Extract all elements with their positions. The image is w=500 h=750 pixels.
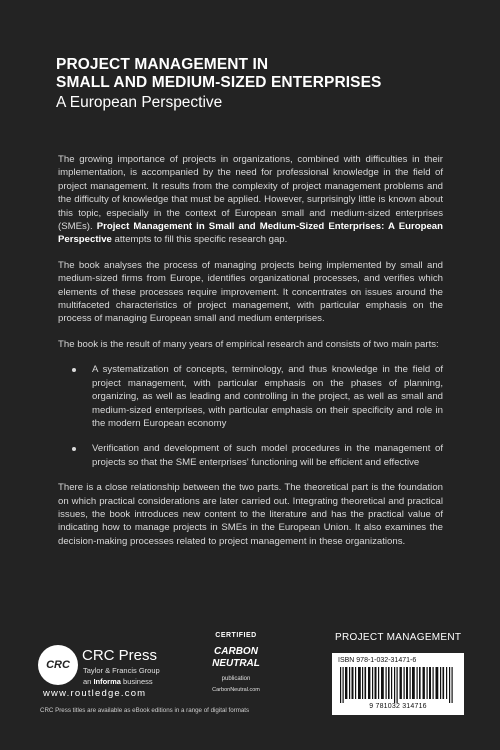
bullet-item bbox=[58, 442, 443, 469]
bullet-item bbox=[58, 363, 443, 430]
bullet-text: A systematization of concepts, terminology, and thus knowledge in the field of project management, with particular emphasis on the phases of planning, organizing, as well as leading and controlling in the project, as well as small and medium-sized enterprises, with particular emphasis on their specificity and role in the modern European economy bbox=[92, 364, 443, 429]
bullet-text: Verification and development of such model procedures in the management of projects so that the SME enterprises’ functioning will be efficient and effective bbox=[92, 443, 443, 468]
bullet-list bbox=[58, 363, 443, 469]
cn-line2: NEUTRAL bbox=[212, 658, 260, 669]
category-label: PROJECT MANAGEMENT bbox=[335, 632, 462, 643]
paragraph-3: The book is the result of many years of empirical research and consists of two main parts: bbox=[58, 338, 439, 350]
isbn-barcode bbox=[332, 653, 464, 715]
title-block bbox=[56, 56, 476, 113]
paragraph-4: There is a close relationship between the two parts. The theoretical part is the foundation on which practical considerations are later carried out. Integrating theoretical and practical issues, the book introduces new content to the literature and has the practical value of indicating how to manage projects in SMEs in the European Union. It also examines the decision-making processes related to project management in these organizations. bbox=[58, 482, 443, 547]
publisher-business bbox=[83, 677, 153, 686]
book-description bbox=[58, 153, 443, 560]
title-line-2: SMALL AND MEDIUM-SIZED ENTERPRISES bbox=[56, 74, 382, 91]
publisher-website: www.routledge.com bbox=[43, 688, 147, 699]
barcode-icon bbox=[338, 667, 458, 703]
business-suffix: business bbox=[120, 677, 153, 686]
cn-url: CarbonNeutral.com bbox=[212, 687, 260, 693]
cn-certified: CERTIFIED bbox=[215, 632, 257, 639]
bullet-dot-icon bbox=[72, 447, 76, 451]
publisher-name: CRC Press bbox=[82, 647, 158, 664]
subtitle: A European Perspective bbox=[56, 94, 223, 111]
isbn-number: ISBN 978-1-032-31471-6 bbox=[338, 657, 417, 664]
crc-logo-text: CRC bbox=[46, 659, 70, 671]
paragraph-2: The book analyses the process of managing projects being implemented by small and medium-sized firms from Europe, identifies organizational processes, and verifies which elements of these processes require improvement. It concentrates on issues around the multifaceted characteristics of project management, with particular emphasis on the process of managing European small and medium enterprises. bbox=[58, 259, 443, 325]
ebook-note: CRC Press titles are available as eBook editions in a range of digital formats bbox=[40, 707, 250, 714]
bullet-dot-icon bbox=[72, 368, 76, 372]
business-informa: Informa bbox=[93, 677, 121, 686]
paragraph-1-title-bold: Project Management in Small and Medium-Sized Enterprises: A European Perspective bbox=[58, 221, 443, 246]
cn-line1: CARBON bbox=[214, 646, 258, 657]
paragraph-1-text: The growing importance of projects in organizations, combined with difficulties in their implementation, is accompanied by the need for professional knowledge in the field of project management. It results from the complexity of project management problems and the difficulty of knowledge that must be applied. However, surprisingly little is known about this topic, especially in the context of European small and medium-sized enterprises (SMEs). bbox=[58, 154, 443, 233]
barcode-digits: 9 781032 314716 bbox=[369, 703, 427, 710]
cn-publication: publication bbox=[221, 676, 251, 682]
carbon-neutral-badge bbox=[205, 632, 267, 708]
business-prefix: an bbox=[83, 677, 94, 686]
paragraph-1 bbox=[58, 153, 443, 247]
crc-logo-icon bbox=[38, 645, 78, 685]
paragraph-1-end: attempts to fill this specific research gap. bbox=[111, 234, 288, 246]
title-line-1: PROJECT MANAGEMENT IN bbox=[56, 56, 269, 73]
publisher-group: Taylor & Francis Group bbox=[83, 666, 160, 675]
